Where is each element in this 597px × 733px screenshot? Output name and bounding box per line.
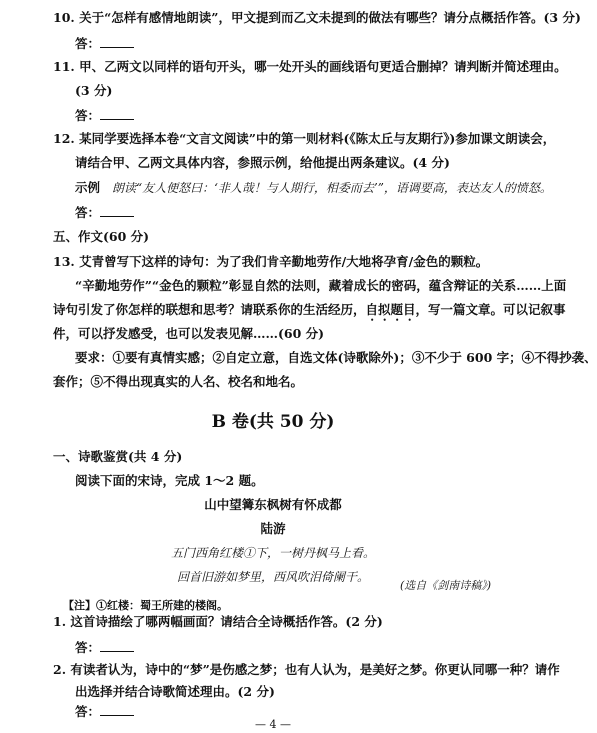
answer-label: 答： bbox=[75, 108, 101, 123]
answer-blank[interactable] bbox=[100, 703, 134, 716]
question-12-line1: 12. 某同学要选择本卷“文言文阅读”中的第一则材料(《陈太丘与友期行》)参加课文朗读会， bbox=[53, 131, 556, 146]
question-10: 10. 关于“怎样有感情地朗读”，甲文提到而乙文未提到的做法有哪些？请分点概括作答。(3 分) bbox=[53, 10, 581, 25]
question-13-line3: 诗句引发了你怎样的联想和思考？请联系你的生活经历，自拟题目，写一篇文章。可以记叙事 bbox=[53, 302, 566, 317]
answer-line-10 bbox=[75, 35, 134, 52]
poem-line-1: 五门西角红楼①下，一树丹枫马上看。 bbox=[170, 546, 375, 560]
example-label: 示例 bbox=[75, 180, 101, 195]
answer-line-11 bbox=[75, 107, 134, 124]
poem-title: 山中望篝东枫树有怀成都 bbox=[204, 497, 342, 512]
emphasized-text: 自拟题目 bbox=[365, 302, 416, 317]
answer-label: 答： bbox=[75, 704, 101, 719]
question-12-example bbox=[75, 180, 552, 196]
question-b1: 1. 这首诗描绘了哪两幅画面？请结合全诗概括作答。(2 分) bbox=[53, 614, 383, 629]
question-13-requirements-line1: 要求：①要有真情实感；②自定立意，自选文体(诗歌除外)；③不少于 600 字；④不得抄袭、 bbox=[75, 350, 597, 365]
question-13-requirements-line2: 套作；⑤不得出现真实的人名、校名和地名。 bbox=[53, 374, 304, 389]
answer-label: 答： bbox=[75, 640, 101, 655]
answer-line-12 bbox=[75, 204, 134, 221]
section-heading-poetry: 一、诗歌鉴赏(共 4 分) bbox=[53, 449, 183, 464]
answer-line-b1 bbox=[75, 639, 134, 656]
question-12-line2: 请结合甲、乙两文具体内容，参照示例，给他提出两条建议。(4 分) bbox=[75, 155, 450, 170]
question-11-line1: 11. 甲、乙两文以同样的语句开头，哪一处开头的画线语句更适合删掉？请判断并简述理由。 bbox=[53, 59, 567, 74]
poem-source: (选自《剑南诗稿》) bbox=[400, 579, 492, 592]
poem-author: 陆游 bbox=[260, 521, 286, 536]
poem-annotation: 【注】①红楼：蜀王所建的楼阁。 bbox=[63, 599, 228, 612]
page-number: — 4 — bbox=[255, 718, 291, 731]
answer-line-b2 bbox=[75, 703, 134, 720]
question-11-line2: (3 分) bbox=[75, 83, 113, 98]
answer-blank[interactable] bbox=[100, 639, 134, 652]
example-text: 朗读“友人便怒曰：‘非人哉！与人期行，相委而去’”，语调要高，表达友人的愤怒。 bbox=[111, 181, 552, 195]
question-b2-line2: 出选择并结合诗歌简述理由。(2 分) bbox=[75, 684, 275, 699]
question-b2-line1: 2. 有读者认为，诗中的“梦”是伤感之梦；也有人认为，是美好之梦。你更认同哪一种？请作 bbox=[53, 662, 560, 677]
reading-instruction: 阅读下面的宋诗，完成 1～2 题。 bbox=[75, 473, 264, 488]
section-heading-composition: 五、作文(60 分) bbox=[53, 229, 150, 244]
part-b-title: B 卷(共 50 分) bbox=[211, 412, 335, 432]
answer-label: 答： bbox=[75, 205, 101, 220]
answer-blank[interactable] bbox=[100, 35, 134, 48]
answer-label: 答： bbox=[75, 36, 101, 51]
answer-blank[interactable] bbox=[100, 107, 134, 120]
question-13-line4: 件，可以抒发感受，也可以发表见解……(60 分) bbox=[53, 326, 325, 341]
question-13-line1: 13. 艾青曾写下这样的诗句：为了我们肯辛勤地劳作/大地将孕育/金色的颗粒。 bbox=[53, 254, 489, 269]
answer-blank[interactable] bbox=[100, 204, 134, 217]
poem-line-2: 回首旧游如梦里，西风吹泪倚阑干。 bbox=[176, 570, 369, 584]
question-13-line2: “辛勤地劳作”“金色的颗粒”彰显自然的法则，藏着成长的密码，蕴含辩证的关系……上面 bbox=[75, 278, 567, 293]
